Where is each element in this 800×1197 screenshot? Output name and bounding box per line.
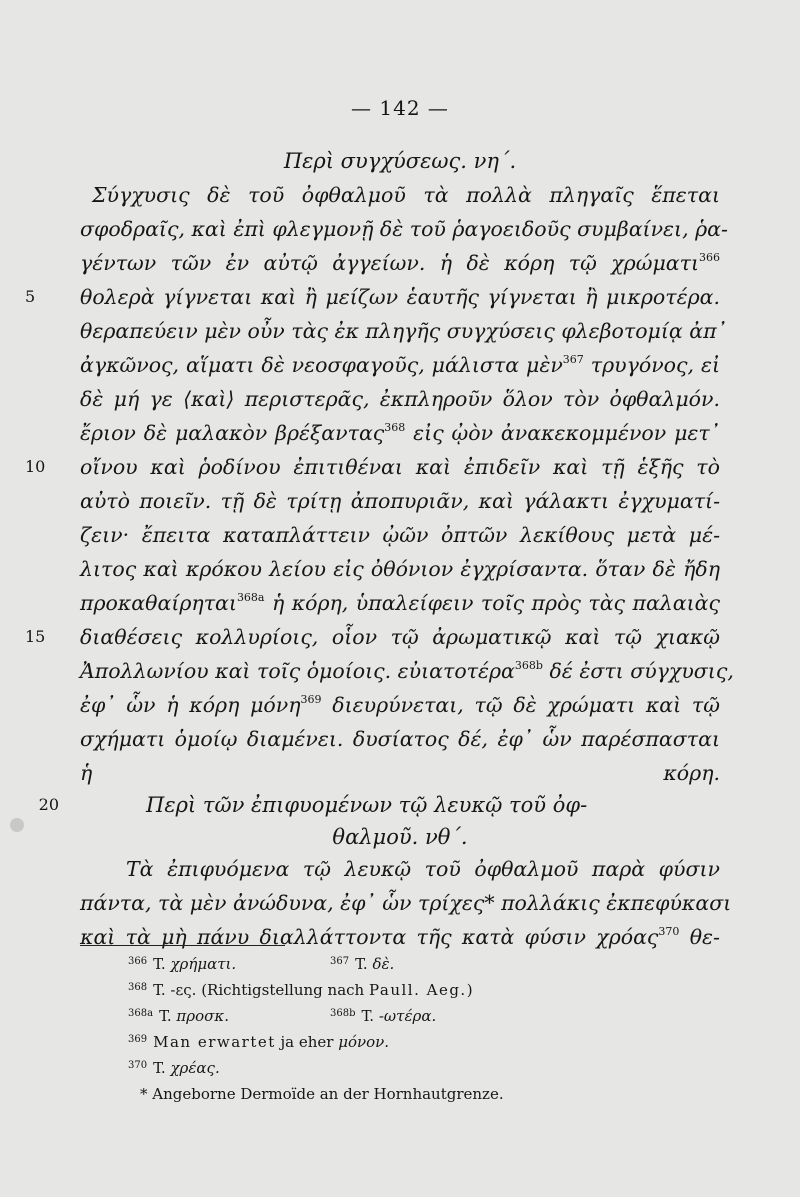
- text-line: [80, 348, 720, 382]
- footnote-368b: $^{368b}$ T. -ωτέρα.: [330, 1007, 437, 1025]
- text-line: [25, 620, 720, 654]
- text-line: [80, 586, 720, 620]
- text-segment: αὐτὸ ποιεῖν. τῇ δὲ τρίτῃ ἀποπυριᾶν, καὶ γάλακτι ἐγχυματί-: [80, 489, 720, 513]
- text-segment: ἔριον δὲ μαλακὸν βρέξαντας: [80, 421, 385, 445]
- text-line: [80, 518, 720, 552]
- footnote-ref: 368a: [236, 591, 265, 604]
- page-number: — 142 —: [351, 96, 449, 120]
- section-title: Περὶ συγχύσεως. νη΄.: [283, 149, 517, 173]
- text-segment: θε-: [679, 925, 720, 949]
- text-segment: εἰς ᾠὸν ἀνακεκομμένον μετ᾿: [405, 421, 721, 445]
- text-segment: σφοδραῖς, καὶ ἐπὶ φλεγμονῇ δὲ τοῦ ῥαγοειδοῦς συμβαίνει, ῥα-: [80, 217, 728, 241]
- text-line: [80, 552, 720, 586]
- footnote-ref: 369: [300, 693, 322, 706]
- footnote-rule: [80, 945, 285, 946]
- text-line: [80, 382, 720, 416]
- line-number: 15: [25, 627, 46, 646]
- line-number: 20: [38, 795, 59, 814]
- text-segment: γέντων τῶν ἐν αὐτῷ ἀγγείων. ἡ δὲ κόρη τῷ χρώματι: [80, 251, 699, 275]
- line-number: 5: [25, 287, 36, 306]
- text-segment: Τὰ ἐπιφυόμενα τῷ λευκῷ τοῦ ὀφθαλμοῦ παρὰ φύσιν: [126, 857, 720, 881]
- text-segment: σχήματι ὁμοίῳ διαμένει. δυσίατος δέ, ἐφ᾿ ὧν παρέσπασται: [80, 727, 720, 751]
- text-segment: τρυγόνος, εἰ: [583, 353, 720, 377]
- text-segment: θεραπεύειν μὲν οὖν τὰς ἐκ πληγῆς συγχύσεις φλεβοτομίᾳ ἀπ᾿: [80, 319, 727, 343]
- footnote-ref: 370: [658, 925, 680, 938]
- text-line: [25, 280, 720, 314]
- section-title-text: Περὶ τῶν ἐπιφυομένων τῷ λευκῷ τοῦ ὀφ-: [146, 793, 588, 817]
- text-line: [80, 886, 732, 920]
- text-segment: Σύγχυσις δὲ τοῦ ὀφθαλμοῦ τὰ πολλὰ πληγαῖς ἕπεται: [92, 183, 720, 207]
- text-segment: ζειν· ἔπειτα καταπλάττειν ᾠῶν ὀπτῶν λεκίθους μετὰ μέ-: [80, 523, 720, 547]
- text-segment: Ἀπολλωνίου καὶ τοῖς ὁμοίοις. εὐιατοτέρα: [80, 659, 515, 683]
- section-title-line-1: [38, 788, 656, 822]
- section-title-line-2: θαλμοῦ. νθ΄.: [332, 825, 468, 849]
- text-line: [80, 722, 720, 756]
- text-line: [80, 416, 720, 450]
- text-segment: πάντα, τὰ μὲν ἀνώδυνα, ἐφ᾿ ὧν τρίχες* πολλάκις ἐκπεφύκασι: [80, 891, 732, 915]
- footnote-367: $^{367}$ T. δὲ.: [330, 955, 395, 973]
- footnote-368: $^{368}$ T. -ες. (Richtigstellung nach Paull. Aeg.): [128, 981, 473, 999]
- line-number: 10: [25, 457, 46, 476]
- text-segment: ἀγκῶνος, αἵματι δὲ νεοσφαγοῦς, μάλιστα μὲν: [80, 353, 563, 377]
- footnote-370: $^{370}$ T. χρέας.: [128, 1059, 220, 1077]
- text-segment: θολερὰ γίγνεται καὶ ἢ μείζων ἑαυτῆς γίγνεται ἢ μικροτέρα.: [80, 285, 720, 309]
- text-segment: δέ ἐστι σύγχυσις,: [542, 659, 734, 683]
- text-line: [80, 852, 720, 886]
- text-line: [80, 688, 720, 722]
- text-segment: ἡ κόρη, ὑπαλείφειν τοῖς πρὸς τὰς παλαιὰς: [264, 591, 720, 615]
- text-segment: οἴνου καὶ ῥοδίνου ἐπιτιθέναι καὶ ἐπιδεῖν καὶ τῇ ἑξῆς τὸ: [80, 455, 720, 479]
- footnote-ref: 367: [562, 353, 584, 366]
- footnote-366: $^{366}$ T. χρήματι.: [128, 955, 237, 973]
- text-segment: διαθέσεις κολλυρίοις, οἷον τῷ ἀρωματικῷ καὶ τῷ χιακῷ: [80, 625, 720, 649]
- text-line: [80, 178, 720, 212]
- text-segment: διευρύνεται, τῷ δὲ χρώματι καὶ τῷ: [321, 693, 720, 717]
- text-segment: δὲ μή γε ⟨καὶ⟩ περιστερᾶς, ἐκπληροῦν ὅλον τὸν ὀφθαλμόν.: [80, 387, 720, 411]
- text-line: [80, 212, 728, 246]
- footnote-368a: $^{368a}$ T. προσκ.: [128, 1007, 229, 1025]
- footnote-ref: 368b: [514, 659, 543, 672]
- text-line: [80, 246, 720, 280]
- text-segment: ἐφ᾿ ὧν ἡ κόρη μόνη: [80, 693, 301, 717]
- binding-hole: [10, 818, 24, 832]
- footnote-star: * Angeborne Dermoïde an der Hornhautgrenze.: [140, 1085, 504, 1103]
- text-line: [80, 314, 727, 348]
- text-segment: καὶ τὰ μὴ πάνυ διαλλάττοντα τῆς κατὰ φύσιν χρόας: [80, 925, 659, 949]
- text-segment: ἡ κόρη.: [80, 761, 720, 785]
- footnote-369: $^{369}$ Man erwartet ja eher μόνον.: [128, 1033, 390, 1051]
- footnote-ref: 366: [699, 251, 720, 264]
- text-segment: λιτος καὶ κρόκου λείου εἰς ὀθόνιον ἐγχρίσαντα. ὅταν δὲ ἤδη: [80, 557, 720, 581]
- text-line: [80, 654, 734, 688]
- text-segment: προκαθαίρηται: [80, 591, 237, 615]
- text-line: [80, 484, 720, 518]
- text-line: [25, 450, 720, 484]
- text-line: [80, 756, 720, 790]
- footnote-ref: 368: [384, 421, 406, 434]
- text-line: [80, 920, 720, 954]
